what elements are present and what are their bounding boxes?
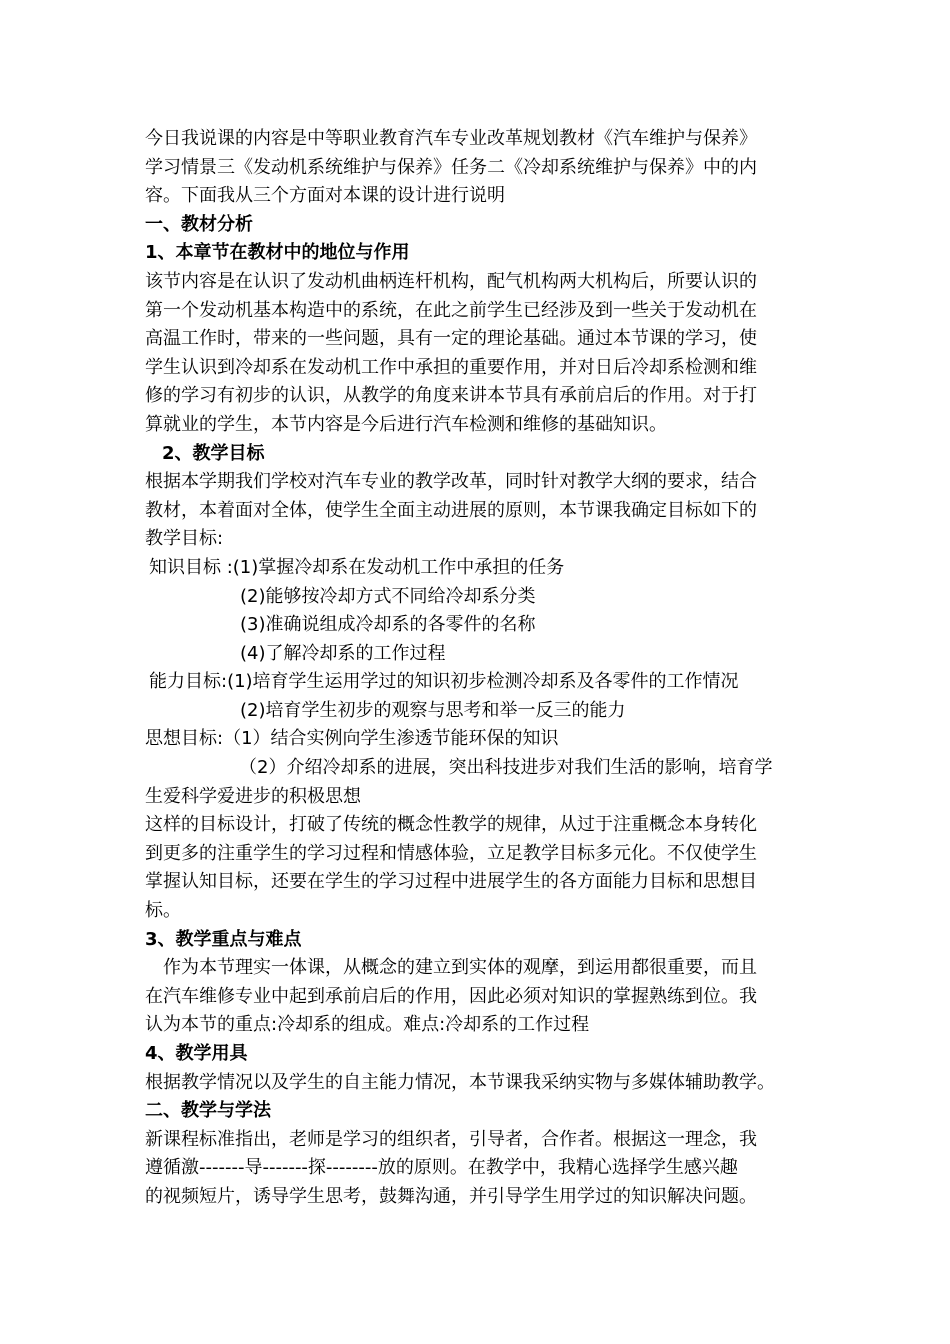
document-body	[145, 125, 815, 1212]
intro-line: 学习情景三《发动机系统维护与保养》任务二《冷却系统维护与保养》中的内	[145, 156, 757, 178]
section2-line: 教材，本着面对全体，使学生全面主动进展的原则，本节课我确定目标如下的	[145, 499, 757, 521]
goal-design-line: 到更多的注重学生的学习过程和情感体验，立足教学目标多元化。不仅使学生	[145, 842, 757, 864]
knowledge-goal-line: 知识目标 :(1)掌握冷却系在发动机工作中承担的任务	[149, 556, 565, 578]
section1-line: 修的学习有初步的认识，从教学的角度来讲本节具有承前启后的作用。对于打	[145, 385, 757, 407]
section2-line: 教学目标:	[145, 528, 224, 550]
ability-goal-line: (2)培育学生初步的观察与思考和举一反三的能力	[240, 699, 626, 721]
section1-line: 算就业的学生，本节内容是今后进行汽车检测和维修的基础知识。	[145, 413, 667, 435]
section3-line: 在汽车维修专业中起到承前启后的作用，因此必须对知识的掌握熟练到位。我	[145, 985, 757, 1007]
section1-line: 学生认识到冷却系在发动机工作中承担的重要作用，并对日后冷却系检测和维	[145, 356, 757, 378]
knowledge-goal-line: (4)了解冷却系的工作过程	[240, 642, 446, 664]
section1-heading: 1、本章节在教材中的地位与作用	[145, 242, 410, 264]
ability-goal-line: 能力目标:(1)培育学生运用学过的知识初步检测冷却系及各零件的工作情况	[149, 671, 739, 693]
goal-design-line: 标。	[145, 900, 181, 922]
section1-line: 该节内容是在认识了发动机曲柄连杆机构，配气机构两大机构后，所要认识的	[145, 270, 757, 292]
thought-goal-line: （2）介绍冷却系的进展，突出科技进步对我们生活的影响，培育学	[239, 757, 773, 779]
section3-line: 认为本节的重点:冷却系的组成。难点:冷却系的工作过程	[145, 1014, 590, 1036]
part2-line: 的视频短片，诱导学生思考，鼓舞沟通，并引导学生用学过的知识解决问题。	[145, 1185, 757, 1207]
goal-design-line: 这样的目标设计，打破了传统的概念性教学的规律，从过于注重概念本身转化	[145, 814, 757, 836]
section1-line: 第一个发动机基本构造中的系统，在此之前学生已经涉及到一些关于发动机在	[145, 299, 757, 321]
section3-line: 作为本节理实一体课，从概念的建立到实体的观摩，到运用都很重要，而且	[163, 957, 757, 979]
part2-line: 新课程标准指出，老师是学习的组织者，引导者，合作者。根据这一理念，我	[145, 1128, 757, 1150]
part2-line: 遵循激-------导-------探--------放的原则。在教学中，我精心选择学生感兴趣	[145, 1157, 738, 1179]
section1-line: 高温工作时，带来的一些问题，具有一定的理论基础。通过本节课的学习，使	[145, 328, 757, 350]
thought-goal-line: 生爱科学爱进步的积极思想	[145, 785, 361, 807]
section2-heading: 2、教学目标	[162, 442, 265, 464]
goal-design-line: 掌握认知目标，还要在学生的学习过程中进展学生的各方面能力目标和思想目	[145, 871, 757, 893]
knowledge-goal-line: (2)能够按冷却方式不同给冷却系分类	[240, 585, 536, 607]
part1-heading: 一、教材分析	[145, 213, 253, 235]
section4-line: 根据教学情况以及学生的自主能力情况，本节课我采纳实物与多媒体辅助教学。	[145, 1071, 775, 1093]
part2-heading: 二、教学与学法	[145, 1100, 271, 1122]
knowledge-goal-line: (3)准确说组成冷却系的各零件的名称	[240, 614, 536, 636]
section4-heading: 4、教学用具	[145, 1043, 248, 1064]
intro-line: 今日我说课的内容是中等职业教育汽车专业改革规划教材《汽车维护与保养》	[145, 128, 757, 149]
thought-goal-line: 思想目标:（1）结合实例向学生渗透节能环保的知识	[145, 728, 559, 750]
intro-line: 容。下面我从三个方面对本课的设计进行说明	[145, 185, 505, 207]
section3-heading: 3、教学重点与难点	[145, 928, 302, 950]
section2-line: 根据本学期我们学校对汽车专业的教学改革，同时针对教学大纲的要求，结合	[145, 471, 757, 493]
